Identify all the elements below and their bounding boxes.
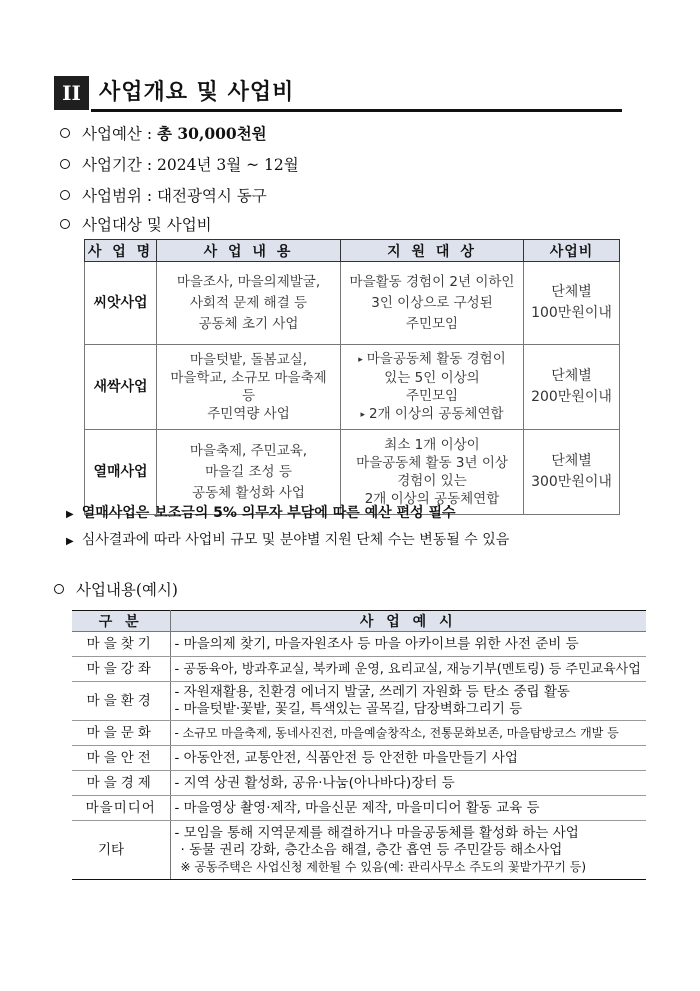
table-row — [85, 262, 620, 345]
header-name: 사 업 명 — [85, 240, 157, 262]
triangle-bullet-icon: ▸ — [358, 355, 363, 365]
budget-value: 총 30,000천원 — [157, 124, 267, 143]
row-examples: - 지역 상권 활성화, 공유·나눔(아나바다)장터 등 — [170, 771, 646, 796]
example-table — [72, 610, 646, 880]
table-row — [72, 632, 646, 657]
table-row — [85, 345, 620, 430]
circle-bullet-icon — [60, 219, 70, 229]
content-heading: 사업내용(예시) — [54, 578, 178, 600]
project-target: 마을활동 경험이 2년 이하인 3인 이상으로 구성된 주민모임 — [341, 262, 524, 345]
project-budget: 단체별 200만원이내 — [524, 345, 620, 430]
table-row — [85, 430, 620, 515]
overview-period: 사업기간 : 2024년 3월 ~ 12월 — [60, 155, 299, 175]
section-heading — [54, 76, 622, 112]
project-target: 최소 1개 이상이 마을공동체 활동 3년 이상 경험이 있는 2개 이상의 공동체연합 — [341, 430, 524, 515]
row-category-other: 기타 — [98, 841, 125, 858]
header-category: 구 분 — [72, 611, 170, 632]
note-mandatory: ▶ 열매사업은 보조금의 5% 의무자 부담에 따른 예산 편성 필수 — [66, 505, 456, 521]
table-row — [72, 721, 646, 746]
row-category: 마을문화 — [72, 721, 170, 746]
row-category: 마을환경 — [72, 682, 170, 721]
row-category: 마을찾기 — [72, 632, 170, 657]
project-budget: 단체별 300만원이내 — [524, 430, 620, 515]
project-target: ▸ 마을공동체 활동 경험이 있는 5인 이상의 주민모임 ▸ 2개 이상의 공동체연합 — [341, 345, 524, 430]
section-title: 사업개요 및 사업비 — [99, 80, 295, 105]
project-name: 열매사업 — [85, 430, 157, 515]
overview-scope: 사업범위 : 대전광역시 동구 — [60, 186, 267, 206]
triangle-bullet-icon: ▸ — [360, 410, 365, 420]
header-content: 사 업 내 용 — [157, 240, 341, 262]
project-content: 마을텃밭, 돌봄교실, 마을학교, 소규모 마을축제 등 주민역량 사업 — [157, 345, 341, 430]
project-content: 마을조사, 마을의제발굴, 사회적 문제 해결 등 공동체 초기 사업 — [157, 262, 341, 345]
budget-table — [84, 239, 620, 515]
project-budget: 단체별 100만원이내 — [524, 262, 620, 345]
example-table-header — [72, 611, 646, 632]
table-row — [72, 821, 646, 880]
row-category: 마을미디어 — [72, 796, 170, 821]
triangle-bullet-icon: ▶ — [66, 536, 74, 547]
triangle-bullet-icon: ▶ — [66, 509, 74, 520]
row-category: 마을경제 — [72, 771, 170, 796]
table-row — [72, 771, 646, 796]
circle-bullet-icon — [60, 128, 70, 138]
header-target: 지 원 대 상 — [341, 240, 524, 262]
header-examples: 사 업 예 시 — [170, 611, 646, 632]
overview-target: 사업대상 및 사업비 — [60, 215, 212, 235]
row-category — [72, 821, 170, 880]
row-examples: - 마을의제 찾기, 마을자원조사 등 마을 아카이브를 위한 사전 준비 등 — [170, 632, 646, 657]
project-name: 새싹사업 — [85, 345, 157, 430]
budget-table-header — [85, 240, 620, 262]
table-row — [72, 682, 646, 721]
row-examples: - 마을영상 촬영·제작, 마을신문 제작, 마을미디어 활동 교육 등 — [170, 796, 646, 821]
project-content: 마을축제, 주민교육, 마을길 조성 등 공동체 활성화 사업 — [157, 430, 341, 515]
circle-bullet-icon — [54, 584, 64, 594]
row-examples: - 소규모 마을축제, 동네사진전, 마을예술창작소, 전통문화보존, 마을탐방코스 개발 등 — [170, 721, 646, 746]
row-examples: - 공동육아, 방과후교실, 북카페 운영, 요리교실, 재능기부(멘토링) 등 주민교육사업 — [170, 657, 646, 682]
section-number: II — [54, 76, 89, 110]
row-category: 마을강좌 — [72, 657, 170, 682]
row-examples: - 자원재활용, 친환경 에너지 발굴, 쓰레기 자원화 등 탄소 중립 활동 - 마을텃밭·꽃밭, 꽃길, 특색있는 골목길, 담장벽화그리기 등 — [170, 682, 646, 721]
project-name: 씨앗사업 — [85, 262, 157, 345]
circle-bullet-icon — [60, 159, 70, 169]
row-examples: - 아동안전, 교통안전, 식품안전 등 안전한 마을만들기 사업 — [170, 746, 646, 771]
table-row — [72, 746, 646, 771]
row-examples: - 모임을 통해 지역문제를 해결하거나 마을공동체를 활성화 하는 사업 · 동물 권리 강화, 층간소음 해결, 층간 흡연 등 주민갈등 해소사업 ※ 공동주택은 사업신청 제한될 수 있음(예: 관리사무소 주도의 꽃밭가꾸기 등) — [170, 821, 646, 880]
overview-budget: 사업예산 : 총 30,000천원 — [60, 124, 267, 144]
table-row — [72, 796, 646, 821]
row-category: 마을안전 — [72, 746, 170, 771]
header-budget: 사업비 — [524, 240, 620, 262]
note-variable: ▶ 심사결과에 따라 사업비 규모 및 분야별 지원 단체 수는 변동될 수 있음 — [66, 532, 510, 548]
circle-bullet-icon — [60, 190, 70, 200]
section-underline — [91, 109, 622, 112]
table-row — [72, 657, 646, 682]
